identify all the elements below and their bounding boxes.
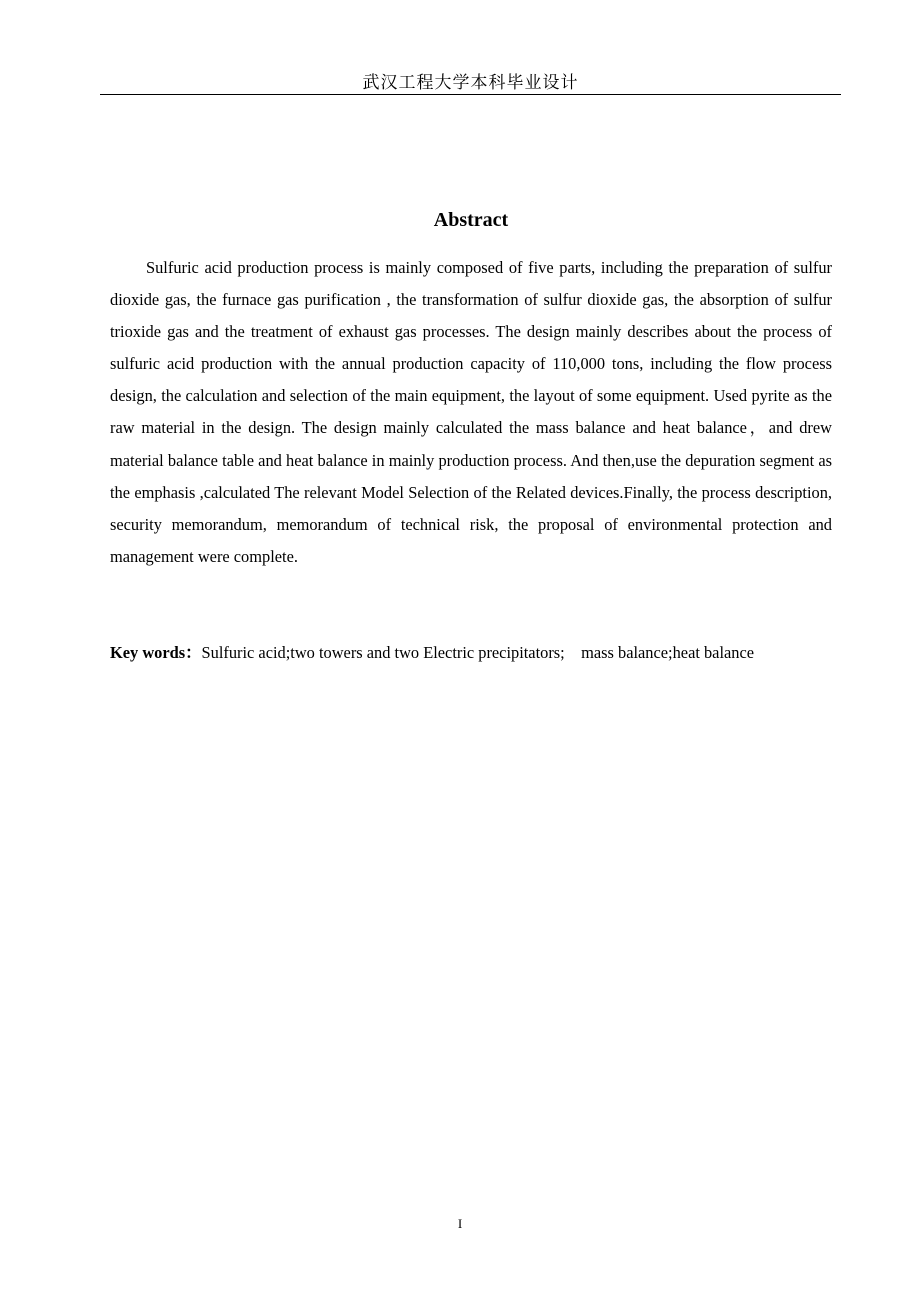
abstract-title: Abstract: [433, 209, 509, 231]
keywords-line: [110, 641, 870, 665]
keywords-label: Key words：: [110, 643, 202, 662]
page-number: I: [457, 1216, 463, 1231]
page-header: [100, 64, 841, 95]
keywords-text: Sulfuric acid;two towers and two Electric precipitators; mass balance;heat balance: [201, 643, 755, 662]
header-title: 武汉工程大学本科毕业设计: [362, 73, 579, 93]
abstract-body: Sulfuric acid production process is mainly composed of five parts, including the preparation of sulfur dioxide gas, the furnace gas purification , the transformation of sulfur dioxide gas, the absorption of sulfur trioxide gas and the treatment of exhaust gas processes. The design mainly describes about the process of sulfuric acid production with the annual production capacity of 110,000 tons, including the flow process design, the calculation and selection of the main equipment, the layout of some equipment. Used pyrite as the raw material in the design. The design mainly calculated the mass balance and heat balance，and drew material balance table and heat balance in mainly production process. And then,use the depuration segment as the emphasis ,calculated The relevant Model Selection of the Related devices.Finally, the process description, security memorandum, memorandum of technical risk, the proposal of environmental protection and management were complete.: [110, 258, 832, 566]
